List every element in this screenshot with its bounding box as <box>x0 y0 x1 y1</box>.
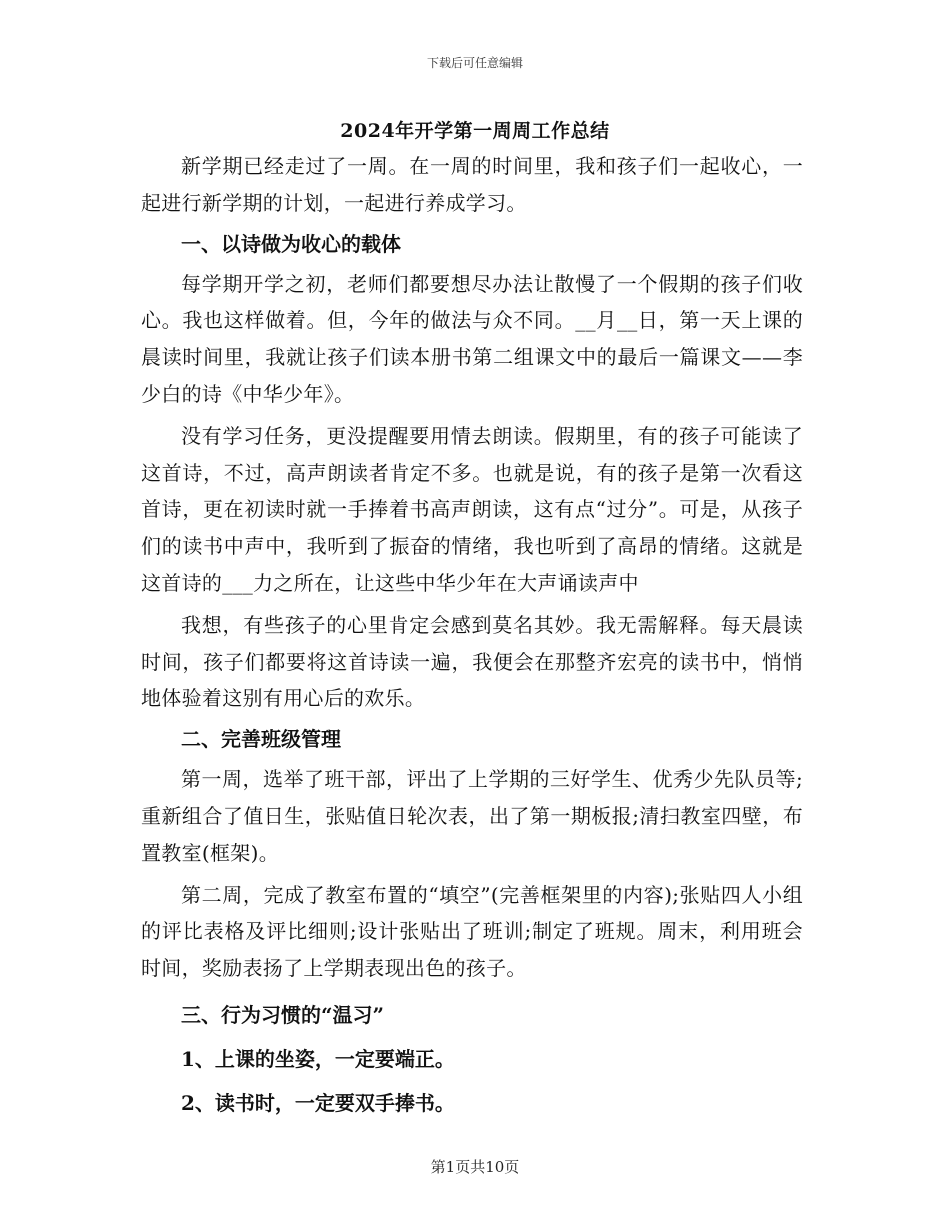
header-note: 下载后可任意编辑 <box>426 56 523 70</box>
document-body <box>141 148 803 1125</box>
section1-paragraph-1: 每学期开学之初，老师们都要想尽办法让散慢了一个假期的孩子们收心。我也这样做着。但，今年的做法与众不同。__月__日，第一天上课的晨读时间里，我就让孩子们读本册书第二组课文中的最后一篇课文——李少白的诗《中华少年》。 <box>141 271 803 406</box>
document-title: 2024年开学第一周周工作总结 <box>340 120 610 142</box>
section-heading-3: 三、行为习惯的“温习” <box>181 1002 385 1027</box>
section1-paragraph-3: 我想，有些孩子的心里肯定会感到莫名其妙。我无需解释。每天晨读时间，孩子们都要将这首诗读一遍，我便会在那整齐宏亮的读书中，悄悄地体验着这别有用心后的欢乐。 <box>141 612 803 711</box>
section2-paragraph-1: 第一周，选举了班干部，评出了上学期的三好学生、优秀少先队员等;重新组合了值日生，张贴值日轮次表，出了第一期板报;清扫教室四壁，布置教室(框架)。 <box>141 767 803 865</box>
page-number: 第1页共10页 <box>430 1158 520 1176</box>
section2-paragraph-2: 第二周，完成了教室布置的“填空”(完善框架里的内容);张贴四人小组的评比表格及评比细则;设计张贴出了班训;制定了班规。周末，利用班会时间，奖励表扬了上学期表现出色的孩子。 <box>141 882 803 981</box>
section-heading-2: 二、完善班级管理 <box>181 727 341 752</box>
intro-paragraph: 新学期已经走过了一周。在一周的时间里，我和孩子们一起收心，一起进行新学期的计划，一起进行养成学习。 <box>141 154 803 215</box>
habit-item-1: 1、上课的坐姿，一定要端正。 <box>181 1046 455 1071</box>
habit-item-2: 2、读书时，一定要双手捧书。 <box>181 1090 455 1115</box>
section-heading-1: 一、以诗做为收心的载体 <box>181 231 401 256</box>
section1-paragraph-2: 没有学习任务，更没提醒要用情去朗读。假期里，有的孩子可能读了这首诗，不过，高声朗读者肯定不多。也就是说，有的孩子是第一次看这首诗，更在初读时就一手捧着书高声朗读，这有点“过分”。可是，从孩子们的读书中声中，我听到了振奋的情绪，我也听到了高昂的情绪。这就是这首诗的___力之所在，让这些中华少年在大声诵读声中 <box>141 423 803 595</box>
